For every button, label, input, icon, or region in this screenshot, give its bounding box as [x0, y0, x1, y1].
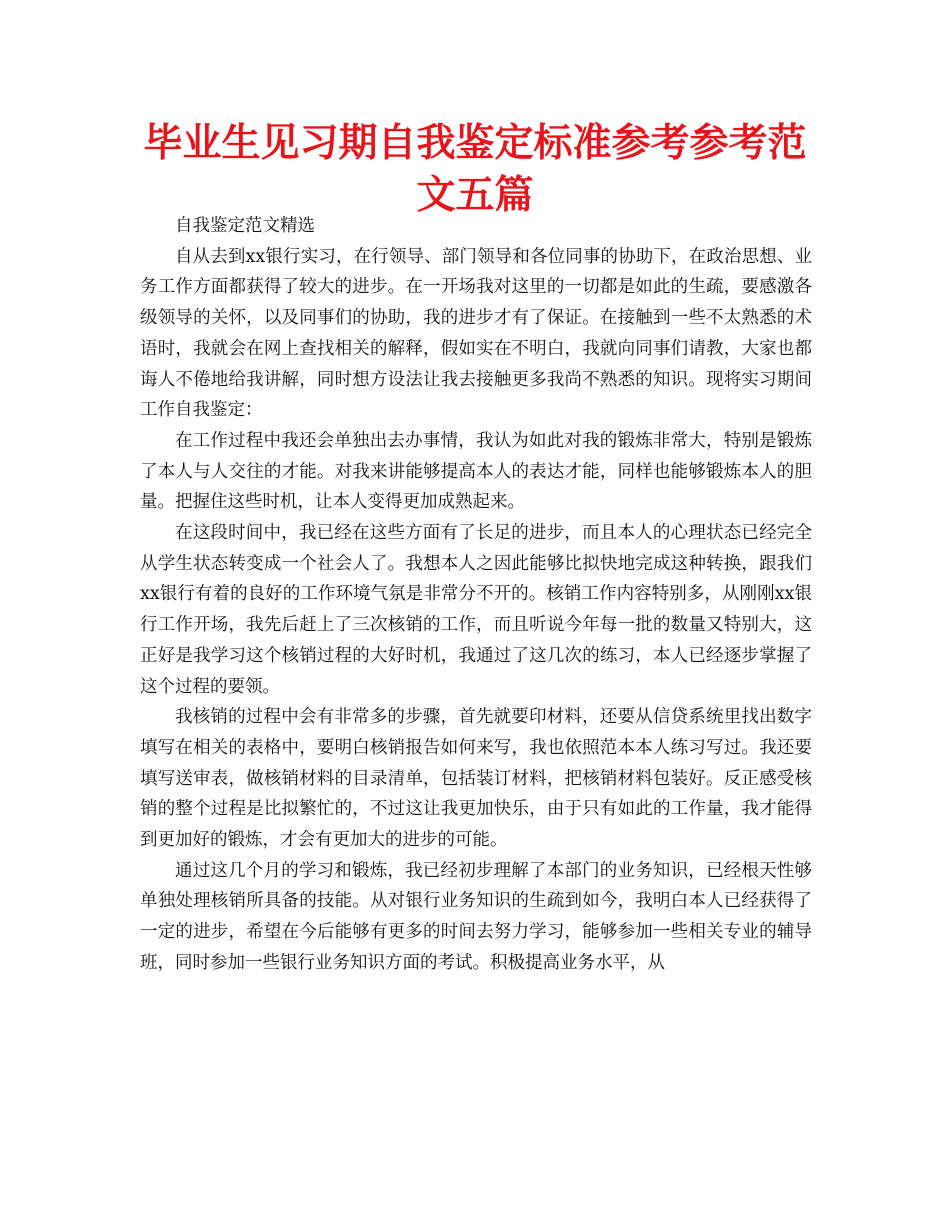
paragraph-subtitle: 自我鉴定范文精选 — [175, 216, 315, 236]
paragraph: 我核销的过程中会有非常多的步骤，首先就要印材料，还要从信贷系统里找出数字填写在相关的表格中，要明白核销报告如何来写，我也依照范本本人练习写过。我还要填写送审表，做核销材料的目录清单，包括装订材料，把核销材料包装好。反正感受核销的整个过程是比拟繁忙的，不过这让我更加快乐，由于只有如此的工作量，我才能得到更加好的锻炼，才会有更加大的进步的可能。 — [140, 707, 812, 851]
document-body — [140, 211, 812, 979]
paragraph: 在工作过程中我还会单独出去办事情，我认为如此对我的锻炼非常大，特别是锻炼了本人与人交往的才能。对我来讲能够提高本人的表达才能，同样也能够锻炼本人的胆量。把握住这些时机，让本人变得更加成熟起来。 — [140, 430, 812, 513]
paragraph: 自从去到xx银行实习，在行领导、部门领导和各位同事的协助下，在政治思想、业务工作方面都获得了较大的进步。在一开场我对这里的一切都是如此的生疏，要感激各级领导的关怀，以及同事们的协助，我的进步才有了保证。在接触到一些不太熟悉的术语时，我就会在网上查找相关的解释，假如实在不明白，我就向同事们请教，大家也都诲人不倦地给我讲解，同时想方设法让我去接触更多我尚不熟悉的知识。现将实习期间工作自我鉴定： — [140, 246, 812, 421]
document-title: 毕业生见习期自我鉴定标准参考参考范文五篇 — [143, 121, 807, 218]
paragraph: 通过这几个月的学习和锻炼，我已经初步理解了本部门的业务知识，已经根天性够单独处理核销所具备的技能。从对银行业务知识的生疏到如今，我明白本人已经获得了一定的进步，希望在今后能够有更多的时间去努力学习，能够参加一些相关专业的辅导班，同时参加一些银行业务知识方面的考试。积极提高业务水平，从 — [140, 860, 812, 973]
paragraph: 在这段时间中，我已经在这些方面有了长足的进步，而且本人的心理状态已经完全从学生状态转变成一个社会人了。我想本人之因此能够比拟快地完成这种转换，跟我们xx银行有着的良好的工作环境气氛是非常分不开的。核销工作内容特别多，从刚刚xx银行工作开场，我先后赶上了三次核销的工作，而且听说今年每一批的数量又特别大，这正好是我学习这个核销过程的大好时机，我通过了这几次的练习，本人已经逐步掌握了这个过程的要领。 — [140, 523, 812, 697]
